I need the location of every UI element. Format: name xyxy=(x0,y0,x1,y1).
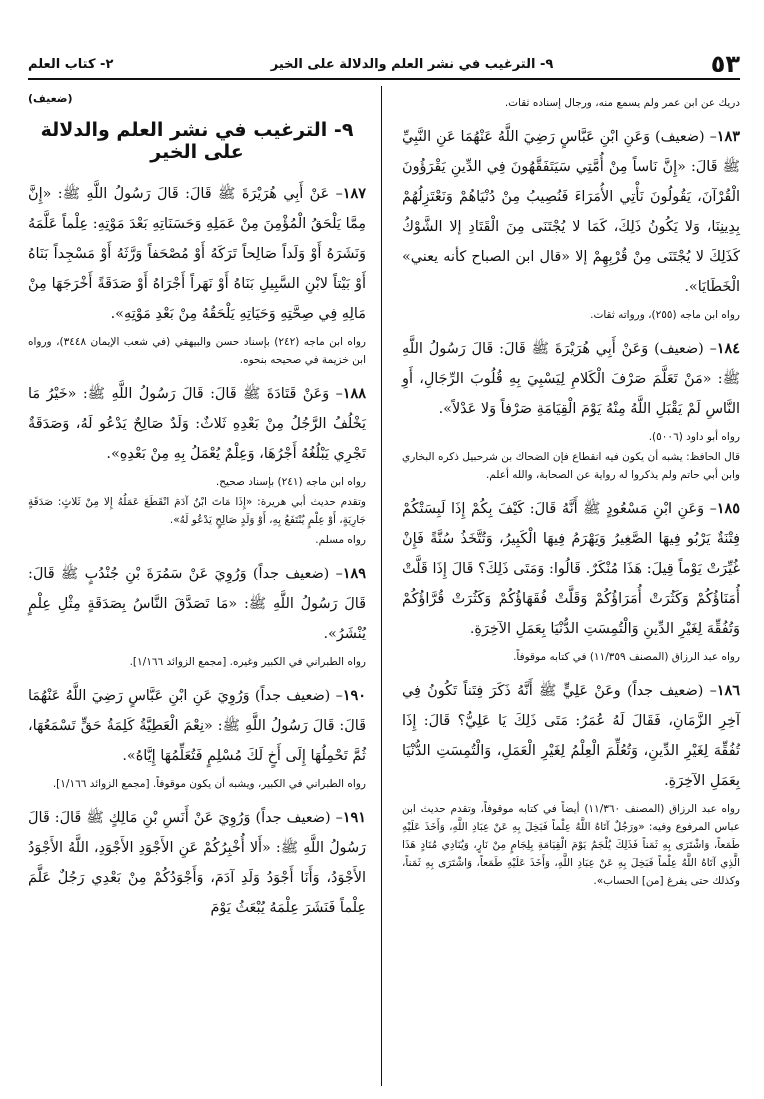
hadith-187-note: رواه ابن ماجه (٢٤٢) بإسناد حسن والبيهقي (في شعب الإيمان ٣٤٤٨)، ورواه ابن خزيمة في صحيحه بنحوه. xyxy=(28,336,366,366)
hadith-190 xyxy=(28,681,366,771)
hadith-184 xyxy=(402,334,740,424)
hadith-text: – (ضعيف جداً) وعَنْ عَلِيٍّ ﷺ أَنَّهُ ذَكَرَ فِتَناً تَكُونُ فِي آخِرِ الزَّمَانِ، فَقَالَ لَهُ عُمَرُ: مَتَى ذَلِكَ يَا عَلِيُّ؟ قَالَ: إِذَا تُفُقِّهَ لِغَيْرِ الدِّينِ، وَتُعُلِّمَ الْعِلْمُ لِغَيْرِ الْعَمَلِ، وَالْتُمِسَتِ الدُّنْيَا بِعَمَلِ الآخِرَةِ. xyxy=(402,683,740,789)
hadith-text: – وَعَنِ ابْنِ مَسْعُودٍ ﷺ أَنَّهُ قَالَ: كَيْفَ بِكُمْ إِذَا لَبِسَتْكُمْ فِتْنَةٌ يَرْبُو فِيهَا الصَّغِيرُ وَيَهْرَمُ فِيهَا الْكَبِيرُ، وَتُتَّخَذُ سُنَّةً فَإِنْ غُيِّرَتْ يَوْماً قِيلَ: هَذَا مُنْكَرٌ. قَالُوا: وَمَتَى ذَلِكَ؟ قَالَ إِذَا قَلَّتْ أُمَنَاؤُكُمْ وَكَثُرَتْ أُمَرَاؤُكُمْ وَقَلَّتْ فُقَهَاؤُكُمْ وَكَثُرَتْ قُرَّاؤُكُمْ وَتُفُقِّهَ لِغَيْرِ الدِّينِ وَالْتُمِسَتِ الدُّنْيَا بِعَمَلِ الآخِرَةِ. xyxy=(402,501,740,637)
hadith-189 xyxy=(28,559,366,649)
section-title: ٩- الترغيب في نشر العلم والدلالة على الخير xyxy=(40,119,354,163)
hadith-187 xyxy=(28,179,366,329)
hadith-number: ١٨٧ xyxy=(342,185,366,202)
running-header xyxy=(28,50,740,80)
top-note: دريك عن ابن عمر ولم يسمع منه، ورجال إسناده ثقات. xyxy=(504,97,740,109)
hadith-text: – وَعَنْ قَتَادَةَ ﷺ قَالَ: قَالَ رَسُولُ اللَّهِ ﷺ: «خَيْرُ مَا يَخْلُفُ الرَّجُلُ مِنْ بَعْدِهِ ثَلاثٌ: وَلَدٌ صَالِحٌ يَدْعُو لَهُ، وَصَدَقَةٌ تَجْرِي يَبْلُغُهُ أَجْرُهَا، وَعِلْمٌ يُعْمَلُ بِهِ مِنْ بَعْدِهِ». xyxy=(28,386,366,462)
hadith-number: ١٨٣ xyxy=(716,128,740,145)
hadith-text: – (ضعيف) وَعَنِ ابْنِ عَبَّاسٍ رَضِيَ اللَّهُ عَنْهُمَا عَنِ النَّبِيِّ ﷺ قَالَ: «إِنَّ نَاساً مِنْ أُمَّتِي سَيَتَفَقَّهُونَ فِي الدِّينِ يَقْرَؤُونَ الْقُرْآنَ، يَقُولُونَ نَأْتِي الأُمَرَاءَ فَنُصِيبُ مِنْ دُنْيَاهُمْ وَنَعْتَزِلُهُمْ بِدِينِنَا، وَلا يَكُونُ ذَلِكَ، كَمَا لا يُجْتَنَى مِنَ الْقَتَادِ إلا الشَّوْكُ كَذَلِكَ لا يُجْتَنَى مِنْ قُرْبِهِمْ إلا «قال ابن الصباح كأنه يعني» الْخَطَايَا». xyxy=(402,129,740,295)
hadith-188 xyxy=(28,379,366,469)
hadith-number: ١٨٦ xyxy=(716,682,740,699)
hadith-185-note: رواه عبد الرزاق (المصنف ١١/٣٥٩) في كتابه موقوفاً. xyxy=(513,651,740,663)
page-number: ٥٣ xyxy=(710,50,740,78)
right-column xyxy=(402,92,740,900)
hadith-183 xyxy=(402,122,740,302)
hadith-number: ١٨٨ xyxy=(342,385,366,402)
hadith-188-source: رواه مسلم. xyxy=(315,534,366,546)
hadith-number: ١٩٠ xyxy=(342,687,366,704)
left-column xyxy=(28,92,366,927)
hadith-text: – (ضعيف) وَعَنْ أَبِي هُرَيْرَةَ ﷺ قَالَ: قَالَ رَسُولُ اللَّهِ ﷺ: «مَنْ تَعَلَّمَ صَرْفَ الْكَلامِ لِيَسْبِيَ بِهِ قُلُوبَ الرِّجَالِ، أَوِ النَّاسِ لَمْ يَقْبَلِ اللَّهُ مِنْهُ يَوْمَ الْقِيَامَةِ صَرْفاً وَلا عَدْلاً». xyxy=(402,341,740,417)
column-divider xyxy=(381,86,382,1086)
hadith-191 xyxy=(28,803,366,923)
hadith-186-note: رواه عبد الرزاق (المصنف ١١/٣٦٠) أيضاً في كتابه موقوفاً، وتقدم حديث ابن عباس المرفوع وفيه: «ورَجُلٌ آتَاهُ اللَّهُ عِلْماً فَبَخِلَ بِهِ عَنْ عِبَادِ اللَّهِ، وَأَخَذَ عَلَيْهِ طَمَعاً، وَاشْتَرَى بِهِ ثَمَناً فَذَلِكَ يُلْجَمُ يَوْمَ الْقِيَامَةِ بِلِجَامٍ مِنْ نَارٍ، وَيُنَادِي مُنَادٍ هَذَا الَّذِي آتَاهُ اللَّهُ عِلْماً فَبَخِلَ بِهِ عَنْ عِبَادِ اللَّهِ، وَأَخَذَ عَلَيْهِ طَمَعاً، وَاشْتَرَى بِهِ ثَمَناً، وكذلك حتى يفرغ [من] الحساب». xyxy=(402,803,741,887)
grade-tag: (ضعيف) xyxy=(28,92,73,105)
hadith-188-related: وتقدم حديث أبي هريرة: «إِذَا مَاتَ ابْنُ آدَمَ انْقَطَعَ عَمَلُهُ إِلا مِنْ ثَلاثٍ: صَدَقَةٍ جَارِيَةٍ، أَوْ عِلْمٍ يُنْتَفَعُ بِهِ، أَوْ وَلَدٍ صَالِحٍ يَدْعُو لَهُ». xyxy=(28,496,366,526)
hadith-184-note: رواه أبو داود (٥٠٠٦). xyxy=(648,431,740,443)
hadith-text: – (ضعيف جداً) وَرُوِيَ عَنْ أَنَسِ بْنِ مَالِكٍ ﷺ قَالَ: قَالَ رَسُولُ اللَّهِ ﷺ: «أَلا أُخْبِرُكُمْ عَنِ الأَجْوَدِ الأَجْوَدِ، اللَّهُ الأَجْوَدُ الأَجْوَدُ، وَأَنَا أَجْوَدُ وَلَدِ آدَمَ، وَأَجْوَدُكُمْ مِنْ بَعْدِي رَجُلٌ عَلَّمَ عِلْماً فَنَشَرَ عِلْمَهُ يُبْعَثُ يَوْمَ xyxy=(28,810,366,916)
hadith-186 xyxy=(402,676,740,796)
hadith-number: ١٨٥ xyxy=(716,500,740,517)
hadith-text: – (ضعيف جداً) وَرُوِيَ عَنِ ابْنِ عَبَّاسٍ رَضِيَ اللَّهُ عَنْهُمَا قَالَ: قَالَ رَسُولُ اللَّهِ ﷺ: «نِعْمَ الْعَطِيَّةُ كَلِمَةُ حَقٍّ تَسْمَعُهَا، ثُمَّ تَحْمِلُهَا إِلَى أَخٍ لَكَ مُسْلِمٍ فَتُعَلِّمُهَا إِيَّاهُ». xyxy=(28,688,366,764)
hadith-number: ١٩١ xyxy=(342,809,366,826)
hadith-text: – عَنْ أَبِي هُرَيْرَةَ ﷺ قَالَ: قَالَ رَسُولُ اللَّهِ ﷺ: «إِنَّ مِمَّا يَلْحَقُ الْمُؤْمِنَ مِنْ عَمَلِهِ وَحَسَنَاتِهِ بَعْدَ مَوْتِهِ: عِلْماً عَلَّمَهُ وَنَشَرَهُ أَوْ وَلَداً صَالِحاً تَرَكَهُ أَوْ مُصْحَفاً وَرَّثَهُ أَوْ مَسْجِداً بَنَاهُ أَوْ بَيْتاً لابْنِ السَّبِيلِ بَنَاهُ أَوْ نَهَراً أَجْرَاهُ أَوْ صَدَقَةً أَخْرَجَهَا مِنْ مَالِهِ فِي صِحَّتِهِ وَحَيَاتِهِ يَلْحَقُهُ مِنْ بَعْدِ مَوْتِهِ». xyxy=(28,186,366,322)
hadith-190-note: رواه الطبراني في الكبير، ويشبه أن يكون موقوفاً. [مجمع الزوائد ١/١٦٦]. xyxy=(52,778,366,790)
hadith-text: – (ضعيف جداً) وَرُوِيَ عَنْ سَمُرَةَ بْنِ جُنْدُبٍ ﷺ قَالَ: قَالَ رَسُولُ اللَّهِ ﷺ: «مَا تَصَدَّقَ النَّاسُ بِصَدَقَةٍ مِثْلِ عِلْمٍ يُنْشَرُ». xyxy=(28,566,366,642)
hadith-number: ١٨٩ xyxy=(342,565,366,582)
book-title: ٢- كتاب العلم xyxy=(28,56,114,72)
hadith-184-commentary: قال الحافظ: يشبه أن يكون فيه انقطاع فإن الضحاك بن شرحبيل ذكره البخاري وابن أبي حاتم ولم يذكروا له رواية عن الصحابة، والله أعلم. xyxy=(402,451,740,481)
running-title: ٩- الترغيب في نشر العلم والدلالة على الخير xyxy=(270,56,554,72)
hadith-188-note: رواه ابن ماجه (٢٤١) بإسناد صحيح. xyxy=(215,476,366,488)
hadith-189-note: رواه الطبراني في الكبير وغيره. [مجمع الزوائد ١/١٦٦]. xyxy=(129,656,366,668)
hadith-number: ١٨٤ xyxy=(716,340,740,357)
hadith-185 xyxy=(402,494,740,644)
hadith-183-note: رواه ابن ماجه (٢٥٥)، ورواته ثقات. xyxy=(590,309,740,321)
